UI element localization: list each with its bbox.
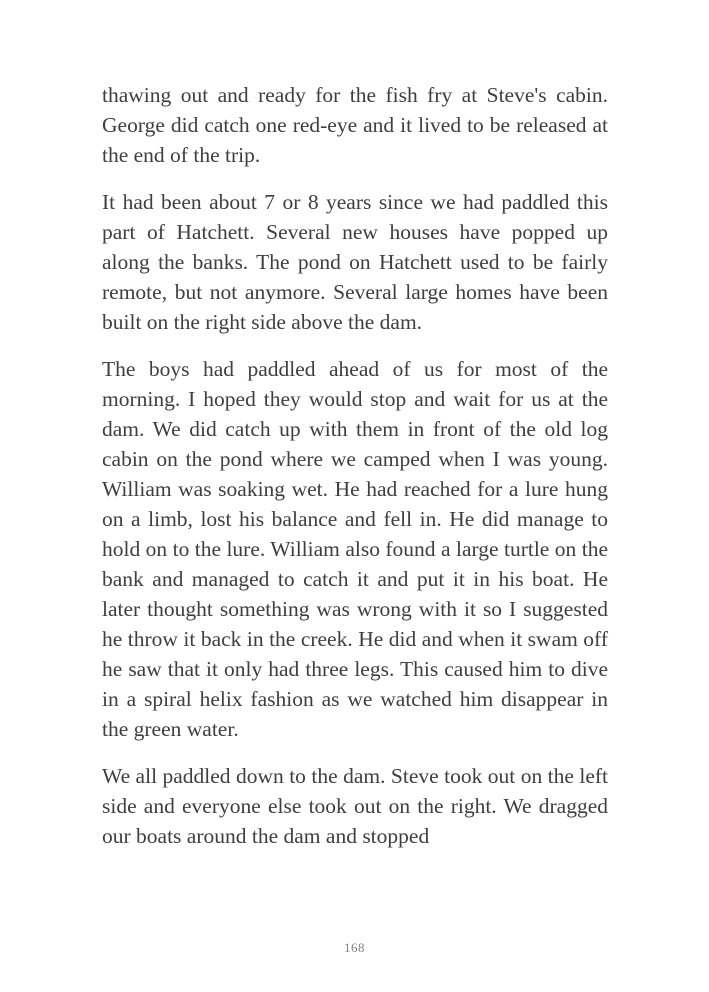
paragraph: We all paddled down to the dam. Steve took out on the left side and everyone else took out on the right. We dragged our boats around the dam and stopped: [102, 764, 608, 848]
paragraph: thawing out and ready for the fish fry at Steve's cabin. George did catch one red-eye and it lived to be released at the end of the trip.: [102, 83, 608, 167]
paragraph: The boys had paddled ahead of us for most of the morning. I hoped they would stop and wait for us at the dam. We did catch up with them in front of the old log cabin on the pond where we camped when I was young. William was soaking wet. He had reached for a lure hung on a limb, lost his balance and fell in. He did manage to hold on to the lure. William also found a large turtle on the bank and managed to catch it and put it in his boat. He later thought something was wrong with it so I suggested he throw it back in the creek. He did and when it swam off he saw that it only had three legs. This caused him to dive in a spiral helix fashion as we watched him disappear in the green water.: [102, 357, 608, 741]
paragraph: It had been about 7 or 8 years since we had paddled this part of Hatchett. Several new houses have popped up along the banks. The pond on Hatchett used to be fairly remote, but not anymore. Several large homes have been built on the right side above the dam.: [102, 190, 608, 334]
page-text: [102, 80, 608, 851]
page-number: 168: [344, 940, 365, 955]
